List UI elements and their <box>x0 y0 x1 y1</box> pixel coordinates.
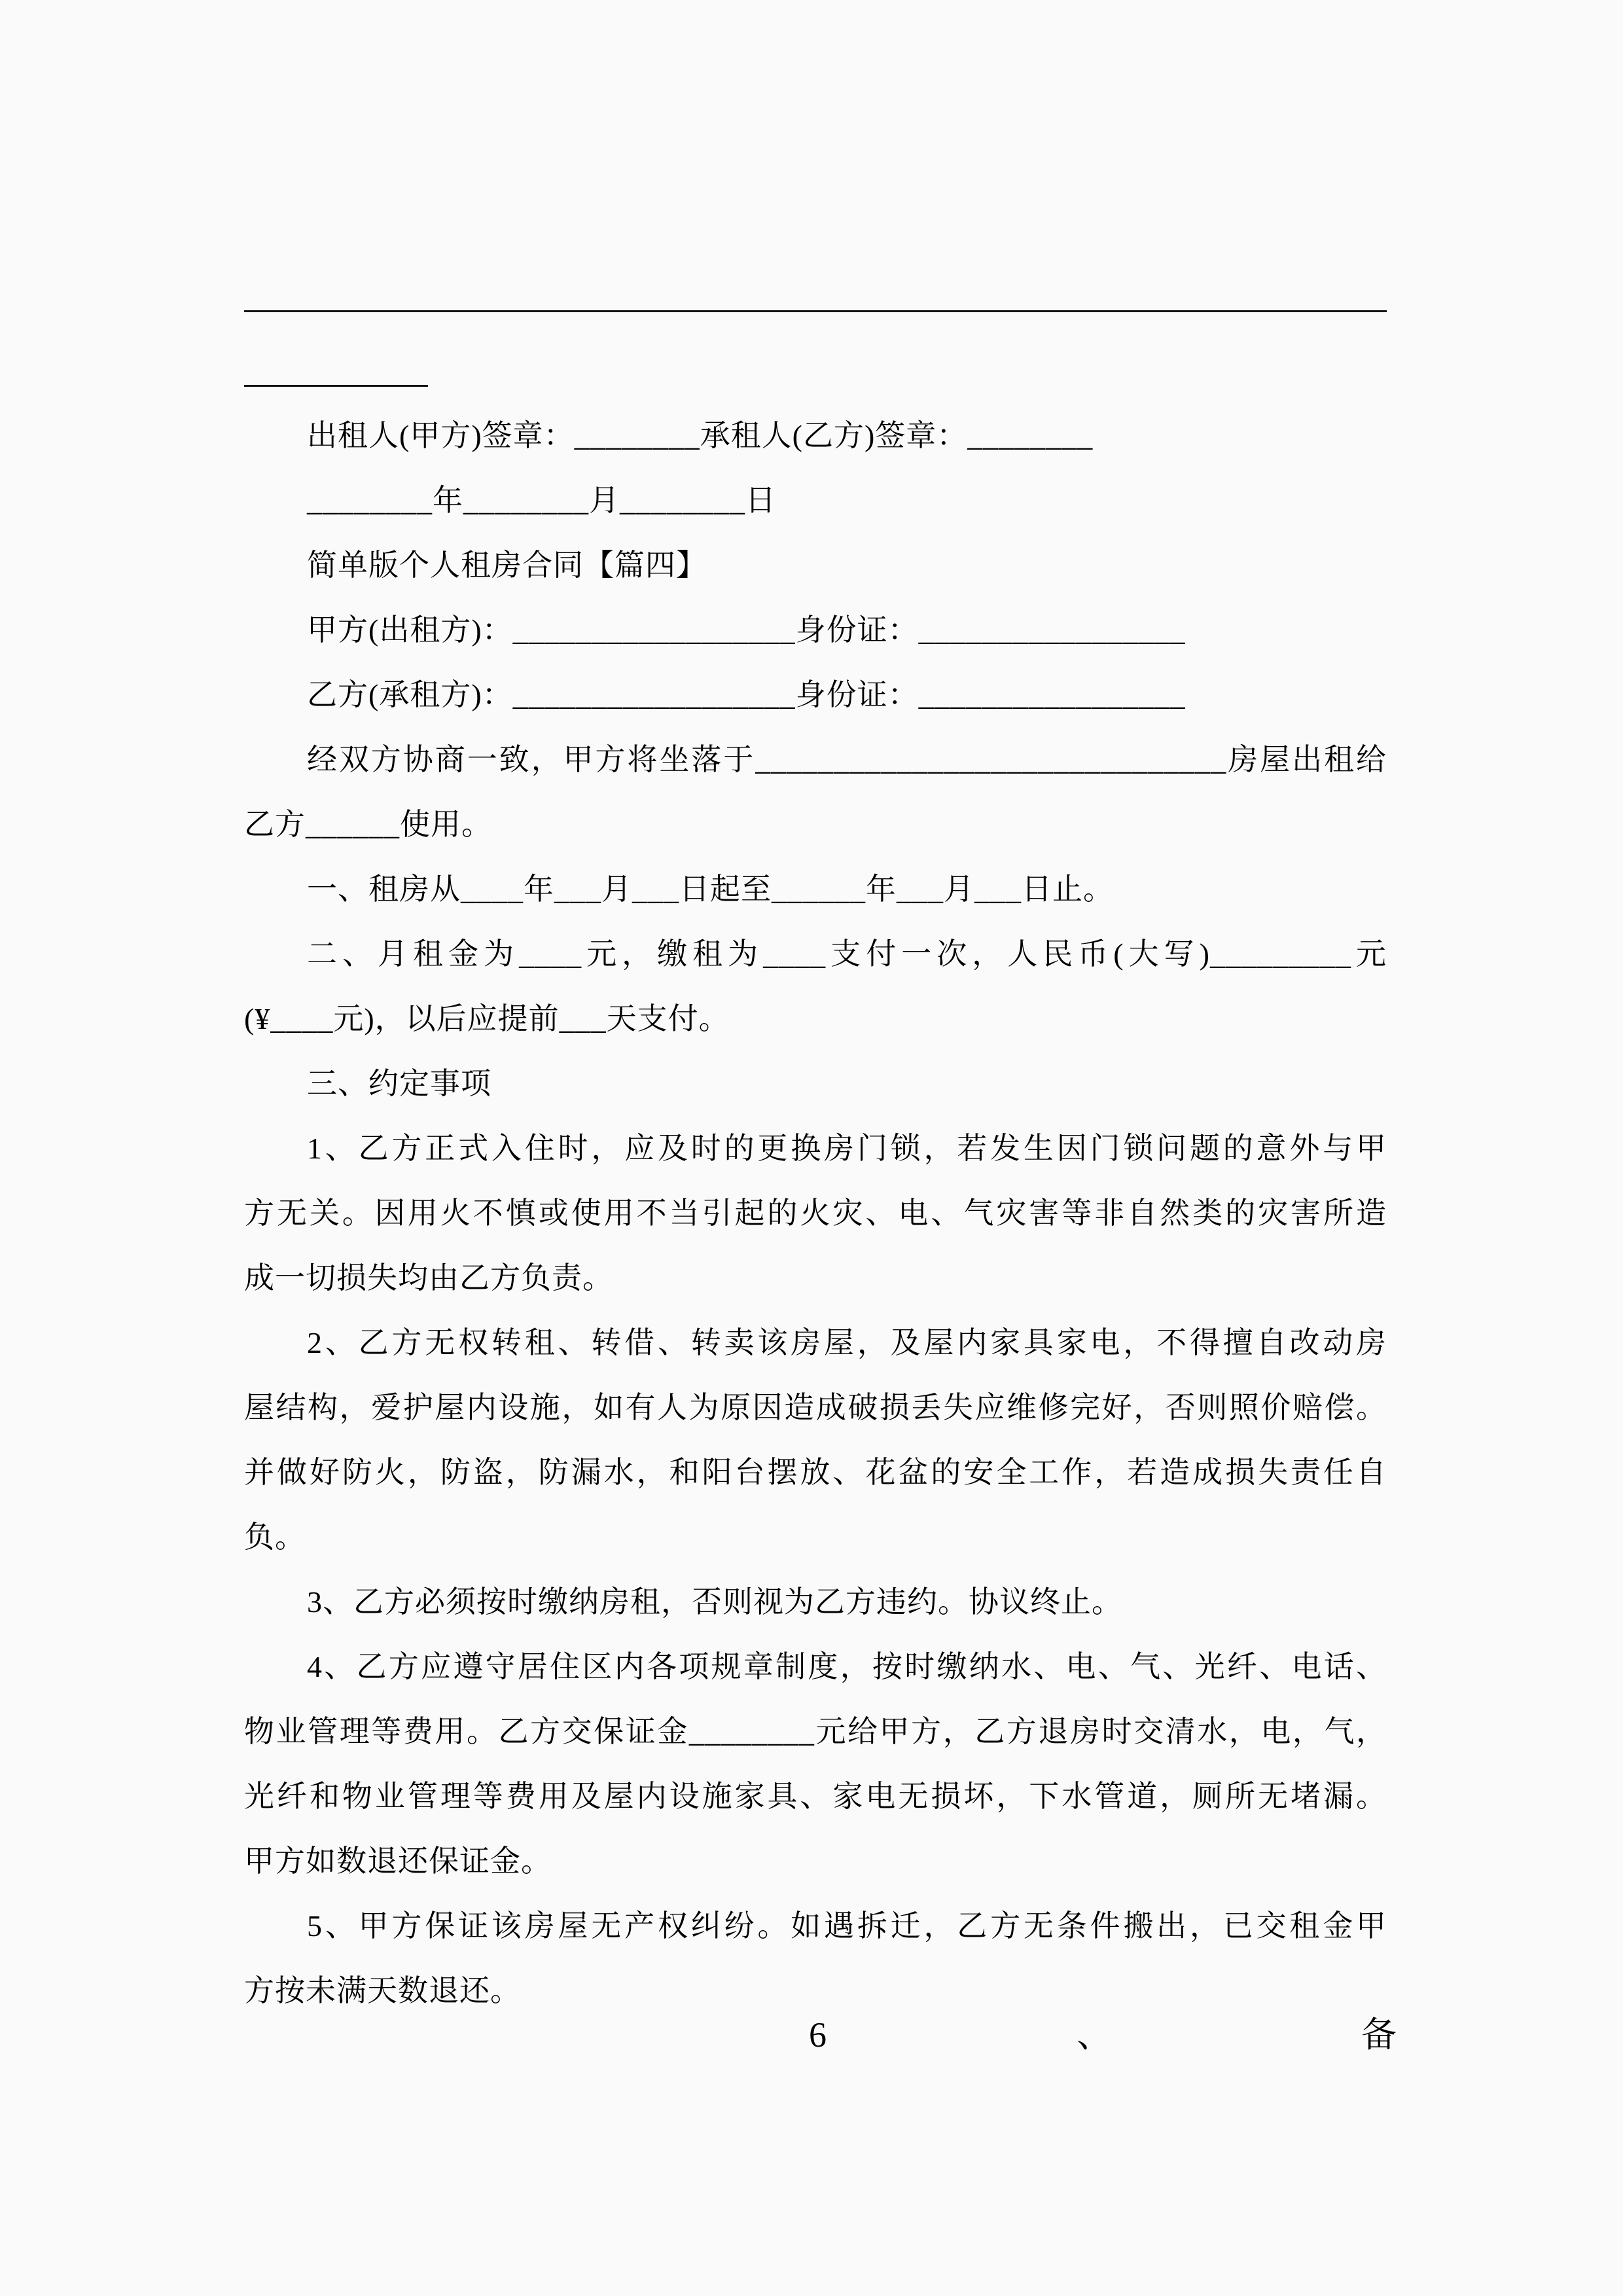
text-line: 5、甲方保证该房屋无产权纠纷。如遇拆迁，乙方无条件搬出，已交租金甲 <box>307 1909 1387 1943</box>
text-line: 甲方(出租方)：__________________身份证：_________________ <box>307 613 1186 647</box>
text-line: 光纤和物业管理等费用及屋内设施家具、家电无损坏，下水管道，厕所无堵漏。 <box>244 1780 1387 1813</box>
text-line: ________年________月________日 <box>307 484 776 517</box>
footer-trailing-char: 备 <box>1361 2015 1397 2054</box>
text-line: 负。 <box>244 1520 306 1554</box>
text-line: 二、月租金为____元，缴租为____支付一次，人民币(大写)_________元 <box>307 937 1387 971</box>
text-line: 乙方(承租方)：__________________身份证：_________________ <box>307 678 1186 711</box>
text-line: 方按未满天数退还。 <box>244 1974 521 2007</box>
text-line: (¥____元)，以后应提前___天支付。 <box>244 1002 730 1035</box>
text-line: 成一切损失均由乙方负责。 <box>244 1261 613 1295</box>
text-line: 一、租房从____年___月___日起至______年___月___日止。 <box>307 872 1114 906</box>
text-line: 乙方______使用。 <box>244 808 492 841</box>
text-line: 并做好防火，防盗，防漏水，和阳台摆放、花盆的安全工作，若造成损失责任自 <box>244 1456 1387 1489</box>
text-line: 3、乙方必须按时缴纳房租，否则视为乙方违约。协议终止。 <box>307 1585 1122 1619</box>
text-line: 2、乙方无权转租、转借、转卖该房屋，及屋内家具家电，不得擅自改动房 <box>307 1326 1387 1359</box>
text-line: 物业管理等费用。乙方交保证金________元给甲方，乙方退房时交清水，电，气， <box>244 1715 1387 1748</box>
text-line: 方无关。因用火不慎或使用不当引起的火灾、电、气灾害等非自然类的灾害所造 <box>244 1196 1387 1230</box>
text-line: 1、乙方正式入住时，应及时的更换房门锁，若发生因门锁问题的意外与甲 <box>307 1132 1387 1165</box>
page-footer <box>0 2003 1623 2068</box>
text-line: 三、约定事项 <box>307 1067 491 1100</box>
text-line: 4、乙方应遵守居住区内各项规章制度，按时缴纳水、电、气、光纤、电话、 <box>307 1650 1387 1683</box>
document-lines <box>244 403 1387 2023</box>
footer-separator: 、 <box>1077 2015 1112 2054</box>
text-line: 经双方协商一致，甲方将坐落于______________________________房屋出租给 <box>307 743 1387 776</box>
page-number: 6 <box>809 2015 827 2054</box>
text-line: 屋结构，爱护屋内设施，如有人为原因造成破损丢失应维修完好，否则照价赔偿。 <box>244 1391 1387 1424</box>
short-blank-rule <box>244 385 428 387</box>
top-horizontal-rule <box>244 310 1387 312</box>
text-line: 甲方如数退还保证金。 <box>244 1844 552 1878</box>
text-line: 简单版个人租房合同【篇四】 <box>307 548 707 582</box>
text-line: 出租人(甲方)签章：________承租人(乙方)签章：________ <box>307 419 1094 452</box>
